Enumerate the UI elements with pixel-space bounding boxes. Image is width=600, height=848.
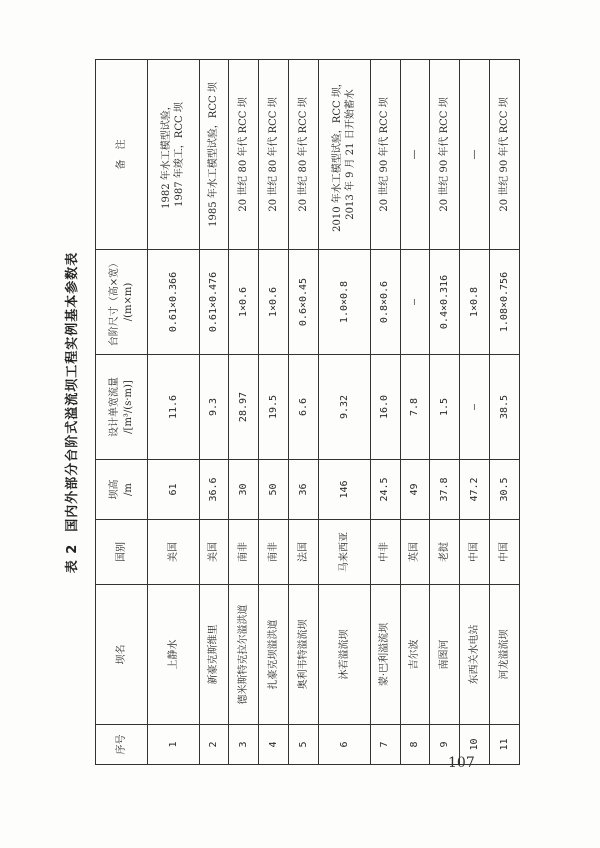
cell-remarks: 2010 年水工模型试验，RCC 坝， 2013 年 9 月 21 日开始蓄水: [319, 60, 371, 250]
cell-remarks: 20 世纪 90 年代 RCC 坝: [430, 60, 460, 250]
cell-index: 7: [370, 725, 400, 765]
table-row: [400, 60, 430, 765]
cell-remarks: —: [400, 60, 430, 250]
cell-discharge: 9.32: [319, 355, 371, 460]
cell-index: 1: [148, 725, 200, 765]
header-height: [96, 460, 148, 520]
cell-index: 4: [259, 725, 289, 765]
cell-country: 法国: [289, 520, 319, 585]
cell-height: 30: [229, 460, 259, 520]
cell-height: 24.5: [370, 460, 400, 520]
cell-height: 50: [259, 460, 289, 520]
header-step-size-text: 台阶尺寸（高×宽） /(m×m): [109, 257, 134, 347]
table-row: [430, 60, 460, 765]
table-row: [370, 60, 400, 765]
page-number: 107: [448, 755, 475, 771]
cell-height: 30.5: [490, 460, 520, 520]
cell-country: 南非: [259, 520, 289, 585]
cell-name: 河龙溢流坝: [490, 585, 520, 725]
cell-height: 61: [148, 460, 200, 520]
cell-name: 南图河: [430, 585, 460, 725]
cell-country: 马来西亚: [319, 520, 371, 585]
cell-remarks: 1982 年水工模型试验， 1987 年竣工，RCC 坝: [148, 60, 200, 250]
table-row: [460, 60, 490, 765]
rotated-table-block: [50, 60, 520, 765]
cell-name: 新豪克斯维里: [199, 585, 229, 725]
table-row: [259, 60, 289, 765]
dam-parameters-table: [95, 59, 520, 765]
cell-name: 奥利韦特溢流坝: [289, 585, 319, 725]
cell-remarks: —: [460, 60, 490, 250]
cell-remarks: 20 世纪 80 年代 RCC 坝: [289, 60, 319, 250]
cell-remarks: 20 世纪 80 年代 RCC 坝: [229, 60, 259, 250]
cell-discharge: 19.5: [259, 355, 289, 460]
cell-step-size: —: [400, 250, 430, 355]
cell-name: 上静水: [148, 585, 200, 725]
cell-country: 中非: [370, 520, 400, 585]
header-remarks: 备 注: [96, 60, 148, 250]
cell-index: 6: [319, 725, 371, 765]
cell-remarks: 20 世纪 90 年代 RCC 坝: [370, 60, 400, 250]
table-body: [148, 60, 520, 765]
cell-step-size: 1×0.8: [460, 250, 490, 355]
cell-step-size: 0.8×0.6: [370, 250, 400, 355]
cell-country: 英国: [400, 520, 430, 585]
cell-country: 中国: [490, 520, 520, 585]
header-dam-name: 坝名: [96, 585, 148, 725]
cell-discharge: 11.6: [148, 355, 200, 460]
table-number: 表 2: [64, 543, 80, 574]
cell-remarks: 20 世纪 90 年代 RCC 坝: [490, 60, 520, 250]
cell-height: 146: [319, 460, 371, 520]
cell-height: 36: [289, 460, 319, 520]
table-row: [199, 60, 229, 765]
cell-country: 南非: [229, 520, 259, 585]
cell-index: 2: [199, 725, 229, 765]
cell-index: 11: [490, 725, 520, 765]
header-height-text: 坝高 /m: [109, 479, 134, 500]
cell-discharge: 38.5: [490, 355, 520, 460]
cell-index: 8: [400, 725, 430, 765]
cell-step-size: 0.61×0.366: [148, 250, 200, 355]
table-title: 国内外部分台阶式溢流坝工程实例基本参数表: [64, 251, 80, 532]
cell-name: 德米斯特克拉尔溢洪道: [229, 585, 259, 725]
cell-country: 美国: [199, 520, 229, 585]
header-discharge: [96, 355, 148, 460]
cell-name: 吉尔波: [400, 585, 430, 725]
header-step-size: [96, 250, 148, 355]
cell-step-size: 1×0.6: [229, 250, 259, 355]
table-row: [319, 60, 371, 765]
header-discharge-text: 设计单宽流量 /[m³/(s·m)]: [109, 377, 134, 437]
cell-name: 扎豪克坝溢洪道: [259, 585, 289, 725]
cell-country: 中国: [460, 520, 490, 585]
cell-step-size: 0.61×0.476: [199, 250, 229, 355]
cell-height: 36.6: [199, 460, 229, 520]
table-header-row: [96, 60, 148, 765]
cell-step-size: 0.6×0.45: [289, 250, 319, 355]
cell-index: 5: [289, 725, 319, 765]
cell-name: 东西关水电站: [460, 585, 490, 725]
cell-discharge: —: [460, 355, 490, 460]
cell-country: 老挝: [430, 520, 460, 585]
cell-step-size: 0.4×0.316: [430, 250, 460, 355]
cell-discharge: 6.6: [289, 355, 319, 460]
cell-discharge: 9.3: [199, 355, 229, 460]
cell-discharge: 1.5: [430, 355, 460, 460]
header-index: 序号: [96, 725, 148, 765]
cell-step-size: 1×0.6: [259, 250, 289, 355]
cell-index: 3: [229, 725, 259, 765]
cell-height: 47.2: [460, 460, 490, 520]
cell-country: 美国: [148, 520, 200, 585]
header-country: 国别: [96, 520, 148, 585]
cell-remarks: 1985 年水工模型试验，RCC 坝: [199, 60, 229, 250]
cell-name: 沐若溢流坝: [319, 585, 371, 725]
cell-step-size: 1.08×0.756: [490, 250, 520, 355]
table-row: [289, 60, 319, 765]
cell-height: 37.8: [430, 460, 460, 520]
table-row: [229, 60, 259, 765]
cell-index: 10: [460, 725, 490, 765]
cell-remarks: 20 世纪 80 年代 RCC 坝: [259, 60, 289, 250]
cell-index: 9: [430, 725, 460, 765]
cell-discharge: 7.8: [400, 355, 430, 460]
table-caption: [50, 60, 90, 765]
cell-step-size: 1.0×0.8: [319, 250, 371, 355]
cell-discharge: 28.97: [229, 355, 259, 460]
cell-name: 蒙·巴利溢流坝: [370, 585, 400, 725]
cell-height: 49: [400, 460, 430, 520]
cell-discharge: 16.0: [370, 355, 400, 460]
table-row: [148, 60, 200, 765]
table-row: [490, 60, 520, 765]
